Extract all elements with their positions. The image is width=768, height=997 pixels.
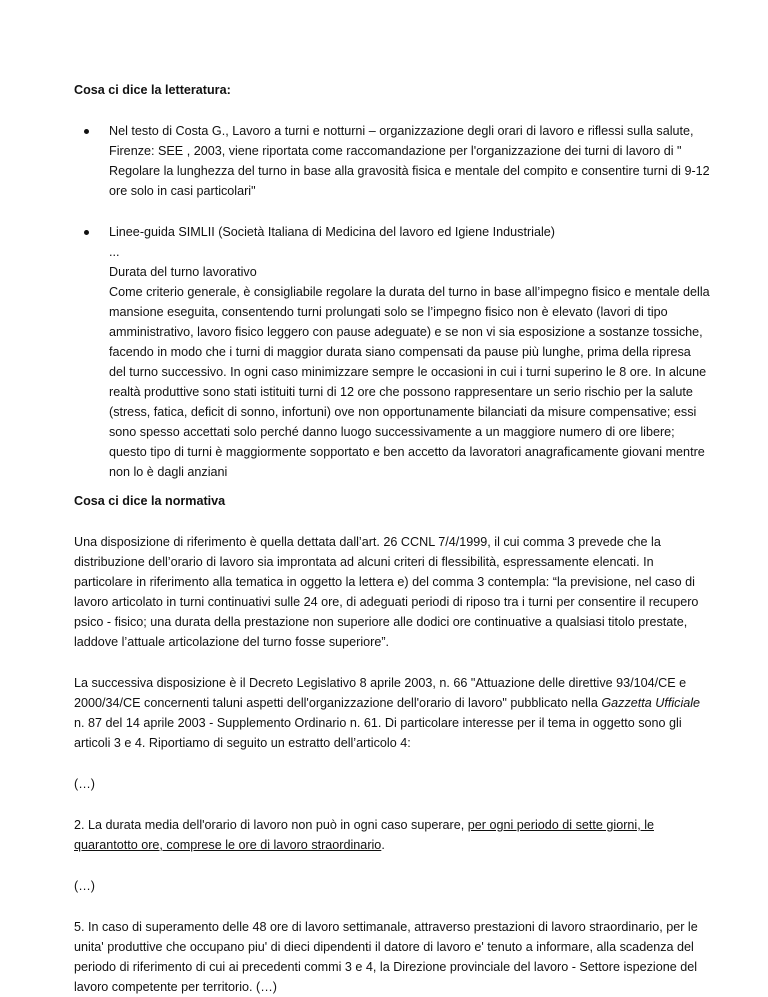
- bullet-list: [74, 121, 710, 482]
- paragraph-decreto-text-a: La successiva disposizione è il Decreto Legislativo 8 aprile 2003, n. 66 "Attuazione delle direttive 93/104/CE e 2000/34/CE concernenti taluni aspetti dell'organizzazione dell'orario di lavoro" pubblicato nella: [74, 676, 687, 710]
- paragraph-decreto-gazzetta: Gazzetta Ufficiale: [601, 696, 701, 710]
- list-item: [74, 222, 710, 482]
- paragraph-point-2: [74, 815, 710, 855]
- bullet-text-simlii: Linee-guida SIMLII (Società Italiana di Medicina del lavoro ed Igiene Industriale) ... Durata del turno lavorativo Come criterio generale, è consigliabile regolare la durata del turno in base all’impegno fisico e mentale della mansione eseguita, consentendo turni prolungati solo se l’impegno fisico non è elevato (lavori di tipo amministrativo, lavoro fisico leggero con pause adeguate) e se non vi sia esposizione a sostanze tossiche, facendo in modo che i turni di maggior durata siano compensati da pause più lunghe, prima della ripresa del turno successivo. In ogni caso minimizzare sempre le occasioni in cui i turni superino le 8 ore. In alcune realtà produttive sono stati istituiti turni di 12 ore che possono rappresentare un serio rischio per la salute (stress, fatica, deficit di sonno, infortuni) ove non opportunamente bilanciati da misure compensative; essi sono spesso accettati solo perché danno luogo successivamente a un maggiore numero di ore libere; questo tipo di turni è maggiormente sopportato e ben accetto da lavoratori anagraficamente giovani mentre non lo è dagli anziani: [109, 225, 710, 479]
- point-2-text-a: 2. La durata media dell'orario di lavoro non può in ogni caso superare,: [74, 818, 468, 832]
- paragraph-decreto-text-b: n. 87 del 14 aprile 2003 - Supplemento Ordinario n. 61. Di particolare interesse per il tema in oggetto sono gli articoli 3 e 4. Riportiamo di seguito un estratto dell’articolo 4:: [74, 716, 682, 750]
- point-2-text-b: .: [381, 838, 385, 852]
- paragraph-point-5: 5. In caso di superamento delle 48 ore di lavoro settimanale, attraverso prestazioni di lavoro straordinario, per le unita' produttive che occupano piu' di dieci dipendenti il datore di lavoro e' tenuto a informare, alla scadenza del periodo di riferimento di cui ai precedenti commi 3 e 4, la Direzione provinciale del lavoro - Settore ispezione del lavoro competente per territorio. (…): [74, 920, 698, 994]
- bullet-icon: [84, 129, 89, 134]
- point-2-underlined-text: per ogni periodo di sette giorni, le quarantotto ore, comprese le ore di lavoro straordinario: [74, 818, 654, 852]
- ellipsis-marker: (…): [74, 879, 95, 893]
- list-item: [74, 121, 710, 201]
- paragraph-ccnl: Una disposizione di riferimento è quella dettata dall’art. 26 CCNL 7/4/1999, il cui comma 3 prevede che la distribuzione dell’orario di lavoro sia improntata ad alcuni criteri di flessibilità, espressamente elencati. In particolare in riferimento alla tematica in oggetto la lettera e) del comma 3 contempla: “la previsione, nel caso di lavoro articolato in turni continuativi sulle 24 ore, di adeguati periodi di riposo tra i turni per consentire il recupero psico - fisico; una durata della prestazione non superiore alle dodici ore continuative a qualsiasi titolo prestate, laddove l’attuale articolazione del turno fosse superiore”.: [74, 535, 699, 649]
- section-heading-letteratura: Cosa ci dice la letteratura:: [74, 83, 231, 97]
- bullet-icon: [84, 230, 89, 235]
- document-page: [74, 80, 710, 997]
- section-heading-normativa: Cosa ci dice la normativa: [74, 494, 226, 508]
- ellipsis-marker: (…): [74, 777, 95, 791]
- paragraph-decreto: [74, 673, 710, 753]
- bullet-text-costa: Nel testo di Costa G., Lavoro a turni e notturni – organizzazione degli orari di lavoro e riflessi sulla salute, Firenze: SEE , 2003, viene riportata come raccomandazione per l'organizzazione dei turni di lavoro di " Regolare la lunghezza del turno in base alla gravosità fisica e mentale del compito e consentire turni di 9-12 ore solo in casi particolari": [109, 124, 710, 198]
